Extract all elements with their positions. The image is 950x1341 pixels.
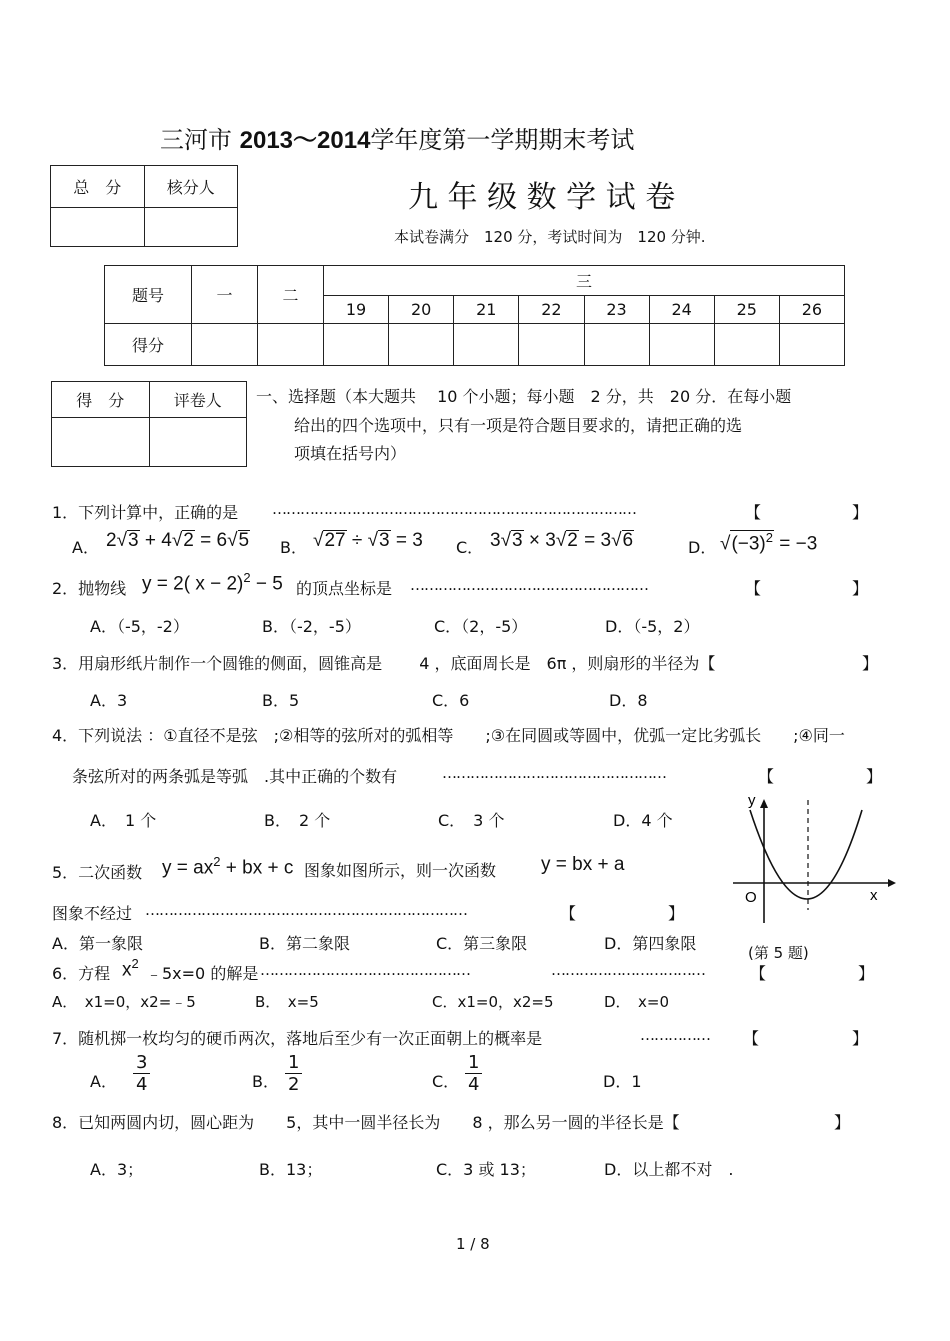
q-number: 20	[389, 296, 454, 324]
q3-option-d: D．8	[609, 691, 648, 710]
q1-dots: ……………………………………………………………………	[272, 500, 636, 518]
q5-stem-mid: 图象如图所示，则一次函数	[304, 861, 497, 880]
q7-option-c-fraction: $\frac{1}{4}$	[465, 1052, 482, 1095]
q2-option-b: B．（-2，-5）	[262, 617, 361, 636]
grader-box	[51, 381, 247, 467]
q8-option-b: B．13；	[259, 1160, 323, 1179]
score-cell	[454, 324, 519, 366]
grader-label: 评卷人	[149, 382, 247, 418]
q3-option-b: B．5	[262, 691, 300, 710]
q5-stem-pre: 5．二次函数	[52, 863, 143, 882]
q2-option-d: D．（-5，2）	[605, 617, 700, 636]
q4-bracket-close: 】	[866, 767, 883, 786]
origin-label: O	[745, 889, 757, 906]
q7-option-b-fraction: $\frac{1}{2}$	[285, 1052, 302, 1095]
total-score-label: 总 分	[51, 166, 145, 208]
q6-bracket-open: 【	[750, 964, 767, 983]
q5-bracket-close: 】	[668, 904, 685, 923]
q4-option-b: B． 2 个	[264, 811, 331, 830]
q6-option-c: C．x1=0，x2=5	[432, 993, 554, 1011]
q5-option-b: B．第二象限	[259, 934, 350, 953]
q4-option-d: D．4 个	[613, 811, 673, 830]
total-score-box	[50, 165, 238, 247]
q8-option-a: A．3；	[90, 1160, 144, 1179]
q3-stem: 3．用扇形纸片制作一个圆锥的侧面，圆锥高是 4 ，底面周长是 6π ，则扇形的半径为【	[52, 654, 716, 673]
q3-option-c: C．6	[432, 691, 470, 710]
section-intro-line3: 项填在括号内）	[294, 444, 407, 463]
q6-dots-2: ……………………………	[551, 961, 705, 979]
q-number: 22	[519, 296, 584, 324]
score-cell	[584, 324, 649, 366]
q-number: 23	[584, 296, 649, 324]
score-cell	[779, 324, 844, 366]
q5-figure-caption: (第 5 题)	[748, 944, 809, 962]
q8-bracket-close: 】	[834, 1113, 851, 1132]
checker-label: 核分人	[144, 166, 238, 208]
q1-option-d-label: D．	[688, 538, 717, 557]
q7-option-c-label: C．	[432, 1072, 460, 1091]
q1-option-c-expr: 3√3 × 3√2 = 3√6	[490, 530, 634, 551]
score-cell	[192, 324, 258, 366]
q1-option-d-expr: $√(-3)^2 = -3$	[720, 530, 818, 555]
score-cell	[649, 324, 714, 366]
q1-option-b-expr: √27 ÷ √3 = 3	[313, 530, 423, 551]
q1-bracket-close: 】	[852, 503, 869, 522]
q5-dots: ……………………………………………………………	[145, 901, 467, 919]
q-number: 21	[454, 296, 519, 324]
q1-option-b-label: B．	[280, 538, 307, 557]
section-intro-line1: 一、选择题（本大题共 10 个小题；每小题 2 分，共 20 分．在每小题	[256, 387, 792, 406]
x-axis-arrow	[888, 879, 896, 887]
total-score-cell	[51, 208, 145, 247]
exam-title	[160, 120, 634, 155]
q6-option-b: B． x=5	[255, 993, 319, 1011]
grader-cell	[149, 418, 247, 467]
x-axis-label: x	[870, 887, 878, 904]
score-cell	[714, 324, 779, 366]
q7-option-a-label: A．	[90, 1072, 117, 1091]
exam-info: 本试卷满分 120 分，考试时间为 120 分钟.	[394, 228, 706, 246]
score-cell	[324, 324, 389, 366]
q2-equation: y = 2( x − 2)$^2$ − 5	[142, 570, 283, 595]
q5-option-c: C．第三象限	[436, 934, 528, 953]
q2-bracket-open: 【	[745, 579, 762, 598]
parabola-curve	[750, 810, 862, 899]
q1-bracket-open: 【	[745, 503, 762, 522]
q4-bracket-open: 【	[758, 767, 775, 786]
q1-option-a-expr: 2√3 + 4√2 = 6√5	[106, 530, 250, 551]
q7-option-d: D．1	[603, 1072, 642, 1091]
q2-bracket-close: 】	[852, 579, 869, 598]
subject-title: 九 年 级 数 学 试 卷	[408, 180, 676, 215]
grader-score-label: 得 分	[52, 382, 150, 418]
q8-stem: 8．已知两圆内切，圆心距为 5，其中一圆半径长为 8 ，那么另一圆的半径长是【	[52, 1113, 680, 1132]
q6-stem-post: ﹣5x=0 的解是	[146, 964, 259, 983]
q3-bracket-close: 】	[862, 654, 879, 673]
part-three-header: 三	[324, 266, 845, 296]
q5-bracket-open: 【	[560, 904, 577, 923]
grader-score-cell	[52, 418, 150, 467]
q5-line2: 图象不经过	[52, 904, 133, 923]
q6-stem-pre: 6．方程	[52, 964, 111, 983]
section-intro-line2: 给出的四个选项中，只有一项是符合题目要求的，请把正确的选	[294, 416, 743, 435]
q7-bracket-close: 】	[852, 1029, 869, 1048]
title-suffix: 学年度第一学期期末考试	[370, 126, 635, 154]
q6-bracket-close: 】	[858, 964, 875, 983]
q4-line2: 条弦所对的两条弧是等弧 .其中正确的个数有	[72, 767, 398, 786]
page-number: 1 / 8	[456, 1235, 490, 1253]
q2-dots: ……………………………………………	[410, 576, 648, 594]
q2-option-a: A．（-5，-2）	[90, 617, 189, 636]
q1-stem: 1．下列计算中，正确的是	[52, 503, 239, 522]
q7-bracket-open: 【	[743, 1029, 760, 1048]
q4-option-a: A． 1 个	[90, 811, 157, 830]
q6-dots: ………………………………………	[260, 961, 470, 979]
q6-option-d: D． x=0	[604, 993, 670, 1011]
q1-option-c-label: C．	[456, 538, 484, 557]
q5-linear: y = bx + a	[541, 854, 625, 875]
score-table	[104, 265, 845, 366]
q6-option-a: A． x1=0，x2=﹣5	[52, 993, 196, 1011]
q5-option-d: D．第四象限	[604, 934, 697, 953]
q4-option-c: C． 3 个	[438, 811, 505, 830]
q7-stem: 7．随机掷一枚均匀的硬币两次，落地后至少有一次正面朝上的概率是	[52, 1029, 543, 1048]
q3-option-a: A．3	[90, 691, 128, 710]
parabola-graph	[728, 788, 898, 928]
q5-quadratic: $y = ax^2$ + bx + c	[162, 854, 294, 879]
q-number: 19	[324, 296, 389, 324]
q4-line1: 4．下列说法 ：①直径不是弦 ;②相等的弦所对的弧相等 ;③在同圆或等圆中，优弧一定比劣弧长 ;④同一	[52, 726, 845, 745]
q8-option-d: D．以上都不对 .	[604, 1160, 734, 1179]
q6-equation: $x^2$	[122, 956, 139, 981]
q7-dots: ……………	[640, 1026, 710, 1044]
title-years: 2013～2014	[239, 127, 371, 154]
score-cell	[389, 324, 454, 366]
part-two-header: 二	[258, 266, 324, 324]
question-number-header: 题号	[105, 266, 192, 324]
q4-dots: …………………………………………	[442, 764, 666, 782]
score-row-header: 得分	[105, 324, 192, 366]
q2-stem-post: 的顶点坐标是	[296, 579, 393, 598]
q1-option-a-label: A．	[72, 538, 99, 557]
q-number: 26	[779, 296, 844, 324]
q2-option-c: C．（2，-5）	[434, 617, 528, 636]
q-number: 25	[714, 296, 779, 324]
y-axis-label: y	[748, 792, 756, 809]
checker-cell	[144, 208, 238, 247]
score-cell	[519, 324, 584, 366]
part-one-header: 一	[192, 266, 258, 324]
y-axis-arrow	[760, 799, 768, 808]
q8-option-c: C．3 或 13；	[436, 1160, 536, 1179]
q7-option-b-label: B．	[252, 1072, 279, 1091]
q5-option-a: A．第一象限	[52, 934, 143, 953]
q7-option-a-fraction: $\frac{3}{4}$	[133, 1052, 150, 1095]
score-cell	[258, 324, 324, 366]
title-prefix: 三河市	[160, 126, 232, 154]
q2-stem-pre: 2．抛物线	[52, 579, 127, 598]
q-number: 24	[649, 296, 714, 324]
